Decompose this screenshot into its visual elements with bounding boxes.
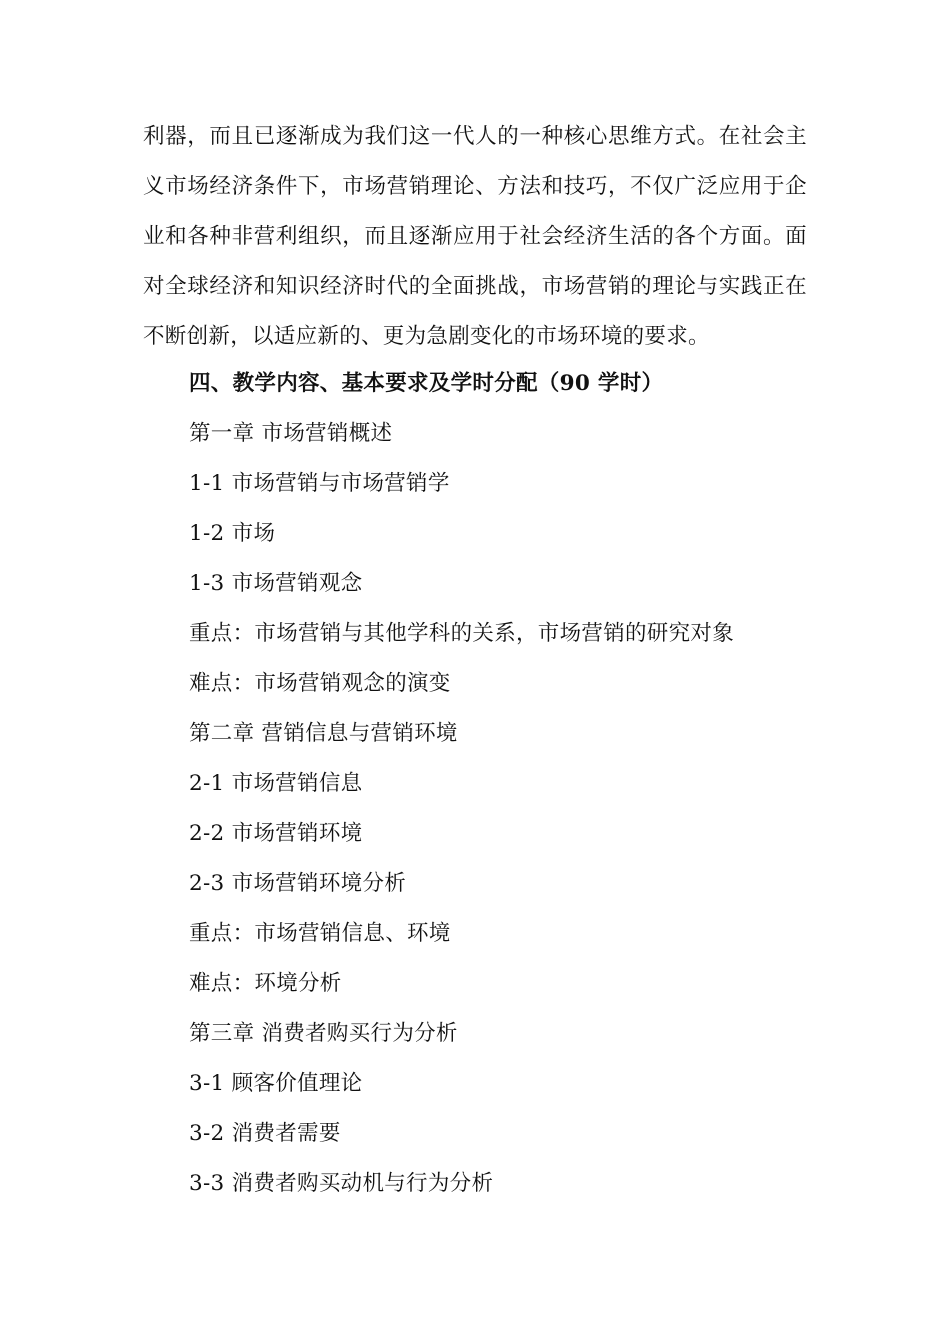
list-item: 2-1 市场营销信息 bbox=[189, 771, 363, 796]
list-item: 2-3 市场营销环境分析 bbox=[189, 871, 407, 896]
list-item: 1-3 市场营销观念 bbox=[189, 571, 363, 596]
list-item: 3-2 消费者需要 bbox=[189, 1121, 341, 1146]
chapter-title: 第三章 消费者购买行为分析 bbox=[189, 1021, 458, 1046]
paragraph-line: 业和各种非营利组织，而且逐渐应用于社会经济生活的各个方面。面 bbox=[143, 224, 807, 249]
paragraph-line: 利器，而且已逐渐成为我们这一代人的一种核心思维方式。在社会主 bbox=[143, 124, 807, 149]
section-heading: 四、教学内容、基本要求及学时分配（90 学时） bbox=[189, 371, 664, 396]
difficult-point: 难点：市场营销观念的演变 bbox=[189, 671, 451, 696]
paragraph-line: 对全球经济和知识经济时代的全面挑战，市场营销的理论与实践正在 bbox=[143, 274, 807, 299]
key-point: 重点：市场营销信息、环境 bbox=[189, 921, 451, 946]
intro-paragraph bbox=[143, 112, 807, 362]
difficult-point: 难点：环境分析 bbox=[189, 971, 342, 996]
chapter-title: 第一章 市场营销概述 bbox=[189, 421, 393, 446]
chapter-title: 第二章 营销信息与营销环境 bbox=[189, 721, 458, 746]
key-point: 重点：市场营销与其他学科的关系，市场营销的研究对象 bbox=[189, 621, 735, 646]
list-item: 3-3 消费者购买动机与行为分析 bbox=[189, 1171, 494, 1196]
paragraph-line: 义市场经济条件下，市场营销理论、方法和技巧，不仅广泛应用于企 bbox=[143, 174, 807, 199]
paragraph-line: 不断创新，以适应新的、更为急剧变化的市场环境的要求。 bbox=[143, 324, 710, 349]
list-item: 1-2 市场 bbox=[189, 521, 276, 546]
syllabus-outline bbox=[189, 359, 734, 1209]
list-item: 1-1 市场营销与市场营销学 bbox=[189, 471, 450, 496]
list-item: 2-2 市场营销环境 bbox=[189, 821, 363, 846]
list-item: 3-1 顾客价值理论 bbox=[189, 1071, 363, 1096]
